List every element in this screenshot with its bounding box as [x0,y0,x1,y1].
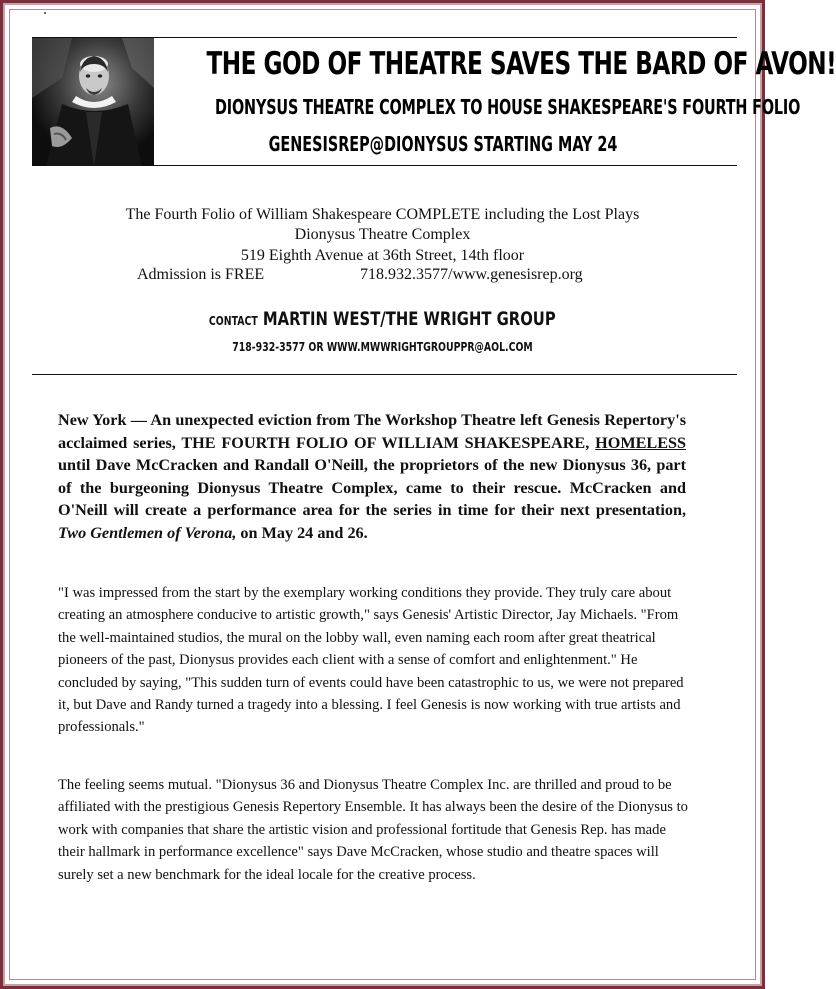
homeless-underlined: HOMELESS [595,433,686,452]
lead-paragraph [58,409,686,544]
subheadline: DIONYSUS THEATRE COMPLEX TO HOUSE SHAKESPEARE'S FOURTH FOLIO [215,95,801,119]
contact-details: 718-932-3577 OR WWW.MWWRIGHTGROUPPR@AOL.COM [232,340,533,354]
contact-line [209,308,556,330]
lead-part-2: until Dave McCracken and Randall O'Neill, the proprietors of the new Dionysus 36, part of the burgeoning Dionysus Theatre Complex, came to their rescue. McCracken and O'Neill will create a performance area for the series in time for their next presentation, [58,456,686,519]
contact-block [0,308,765,354]
play-title: Two Gentlemen of Verona, [58,523,237,542]
header-bottom-rule [154,165,737,166]
contact-label: CONTACT [209,314,258,328]
speck [44,12,46,14]
info-line-2: Dionysus Theatre Complex [294,226,471,243]
body-paragraph-2: The feeling seems mutual. "Dionysus 36 and Dionysus Theatre Complex Inc. are thrilled and proud to be affiliated with the prestigious Genesis Repertory Ensemble. It has always been the desire of the Dionysus to work with companies that share the artistic vision and professional fortitude that Genesis Rep. has made their hallmark in performance excellence" says Dave McCracken, whose studio and theatre spaces will surely set a new benchmark for the ideal locale for the creative process. [58,777,688,883]
header-block [158,44,836,157]
tagline: GENESISREP@DIONYSUS STARTING MAY 24 [268,132,618,156]
section-divider [32,374,737,375]
lead-part-1: New York — An unexpected eviction from The Workshop Theatre left Genesis Repertory's acclaimed series, THE FOURTH FOLIO OF WILLIAM SHAKESPEARE, [58,411,686,452]
body-paragraph-1: "I was impressed from the start by the exemplary working conditions they provide. They truly care about creating an atmosphere conducive to artistic growth," says Genesis' Artistic Director, Jay Michaels. "From the well-maintained studios, the mural on the lobby wall, even naming each room after great theatrical pioneers of the past, Dionysus provides each client with a sense of comfort and enlightenment." He concluded by saying, "This sudden turn of events could have been catastrophic to us, we were not prepared it, but Dave and Randy turned a tragedy into a blessing. I feel Genesis is now working with true artists and professionals." [58,585,684,736]
shakespeare-portrait-image [32,38,154,166]
phone-website-text: 718.932.3577/www.genesisrep.org [360,266,583,283]
contact-name: MARTIN WEST/THE WRIGHT GROUP [263,308,556,330]
admission-text: Admission is FREE [137,266,265,283]
lead-part-3: on May 24 and 26. [236,523,368,542]
info-line-1: The Fourth Folio of William Shakespeare COMPLETE including the Lost Plays [125,206,640,223]
info-line-3: 519 Eighth Avenue at 36th Street, 14th floor [240,247,525,264]
headline: THE GOD OF THEATRE SAVES THE BARD OF AVON! [206,46,836,82]
